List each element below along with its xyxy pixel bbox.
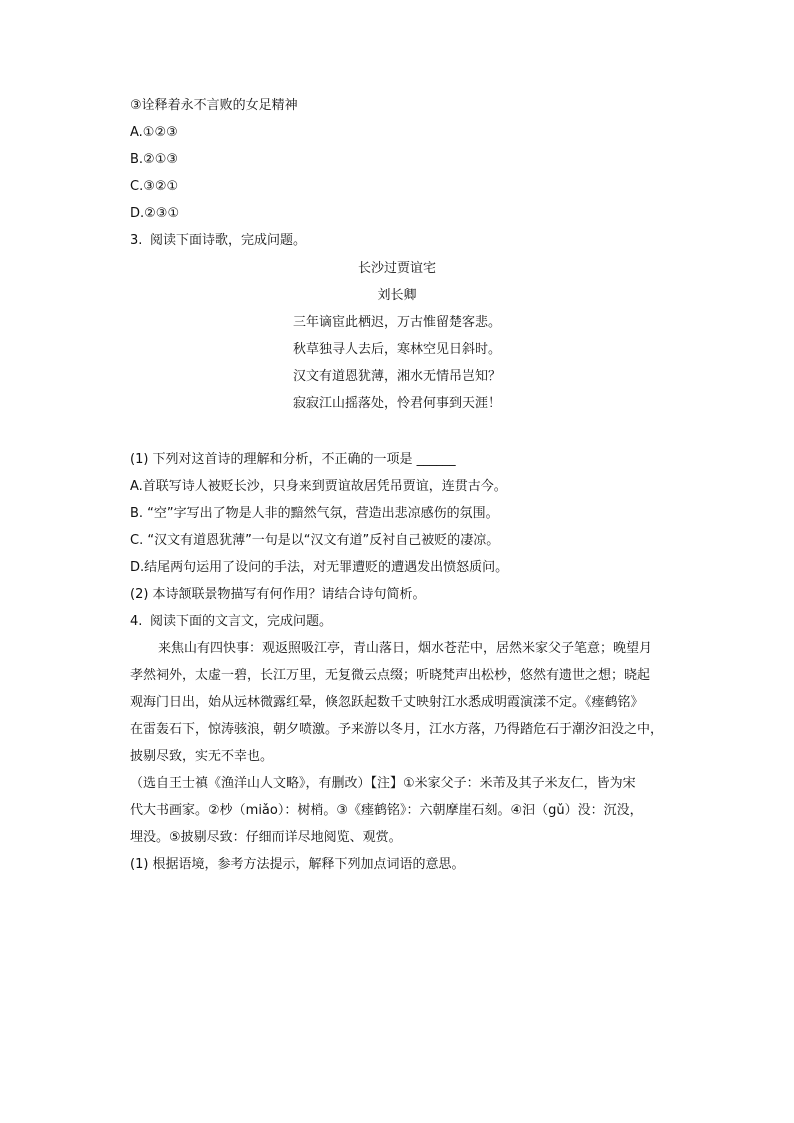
notes-line-2: 代大书画家。②杪（miǎo）：树梢。③《瘗鹤铭》：六朝摩崖石刻。④汩（gǔ）没：沉没， — [130, 803, 643, 818]
q2-option-c: C.③②① — [130, 179, 179, 194]
passage-line-3: 观海门日出，始从远林微露红晕，倏忽跃起数千丈映射江水悉成明霞演漾不定。《瘗鹤铭》 — [130, 695, 644, 710]
passage-line-4: 在雷轰石下，惊涛骇浪，朝夕喷激。予来游以冬月，江水方落，乃得踏危石于潮汐汩没之中， — [130, 722, 664, 737]
q4-number: 4. — [130, 614, 143, 629]
q2-option-b: B.②①③ — [130, 152, 179, 167]
q2-option-d: D.②③① — [130, 206, 180, 221]
q3-prompt: 阅读下面诗歌，完成问题。 — [150, 233, 307, 248]
q3-option-d: D.结尾两句运用了设问的手法，对无罪遭贬的遭遇发出愤怒质问。 — [130, 560, 509, 575]
poem-title: 长沙过贾谊宅 — [357, 261, 436, 276]
q4-sub1: (1) 根据语境，参考方法提示，解释下列加点词语的意思。 — [130, 857, 465, 872]
passage-line-2: 孝然祠外，太虚一碧，长江万里，无复微云点缀；听晓梵声出松杪，悠然有遗世之想；晓起 — [130, 668, 651, 683]
q3-option-c: C. “汉文有道恩犹薄”一句是以“汉文有道”反衬自己被贬的凄凉。 — [130, 533, 500, 548]
q3-option-b: B. “空”字写出了物是人非的黯然气氛，营造出悲凉感伤的氛围。 — [130, 506, 499, 521]
q3-option-a: A.首联写诗人被贬长沙，只身来到贾谊故居凭吊贾谊，连贯古今。 — [130, 479, 507, 494]
q3-heading — [130, 232, 306, 250]
q4-heading — [130, 613, 332, 631]
q4-prompt: 阅读下面的文言文，完成问题。 — [150, 614, 333, 629]
notes-line-1: （选自王士禛《渔洋山人文略》，有删改）【注】①米家父子：米芾及其子米友仁，皆为宋 — [130, 776, 636, 791]
poem-line-3: 汉文有道恩犹薄，湘水无情吊岂知？ — [292, 369, 501, 384]
q3-sub2: (2) 本诗颔联景物描写有何作用？请结合诗句简析。 — [130, 587, 426, 602]
notes-line-3: 埋没。⑤披剔尽致：仔细而详尽地阅览、观赏。 — [130, 830, 402, 845]
poem-line-1: 三年谪宦此栖迟，万古惟留楚客悲。 — [292, 315, 501, 330]
q2-option-a: A.①②③ — [130, 125, 178, 140]
q3-sub1: (1) 下列对这首诗的理解和分析，不正确的一项是 ______ — [130, 452, 456, 467]
q3-number: 3. — [130, 233, 143, 248]
poem-line-4: 寂寂江山摇落处，怜君何事到天涯！ — [292, 396, 501, 411]
q2-item-3: ③诠释着永不言败的女足精神 — [130, 98, 298, 113]
passage-line-5: 披剔尽致，实无不幸也。 — [130, 749, 274, 764]
poem-line-2: 秋草独寻人去后，寒林空见日斜时。 — [292, 342, 501, 357]
passage-line-1: 来焦山有四快事：观返照吸江亭，青山落日，烟水苍茫中，居然米家父子笔意；晚望月 — [158, 641, 653, 656]
poem-author: 刘长卿 — [377, 288, 417, 303]
